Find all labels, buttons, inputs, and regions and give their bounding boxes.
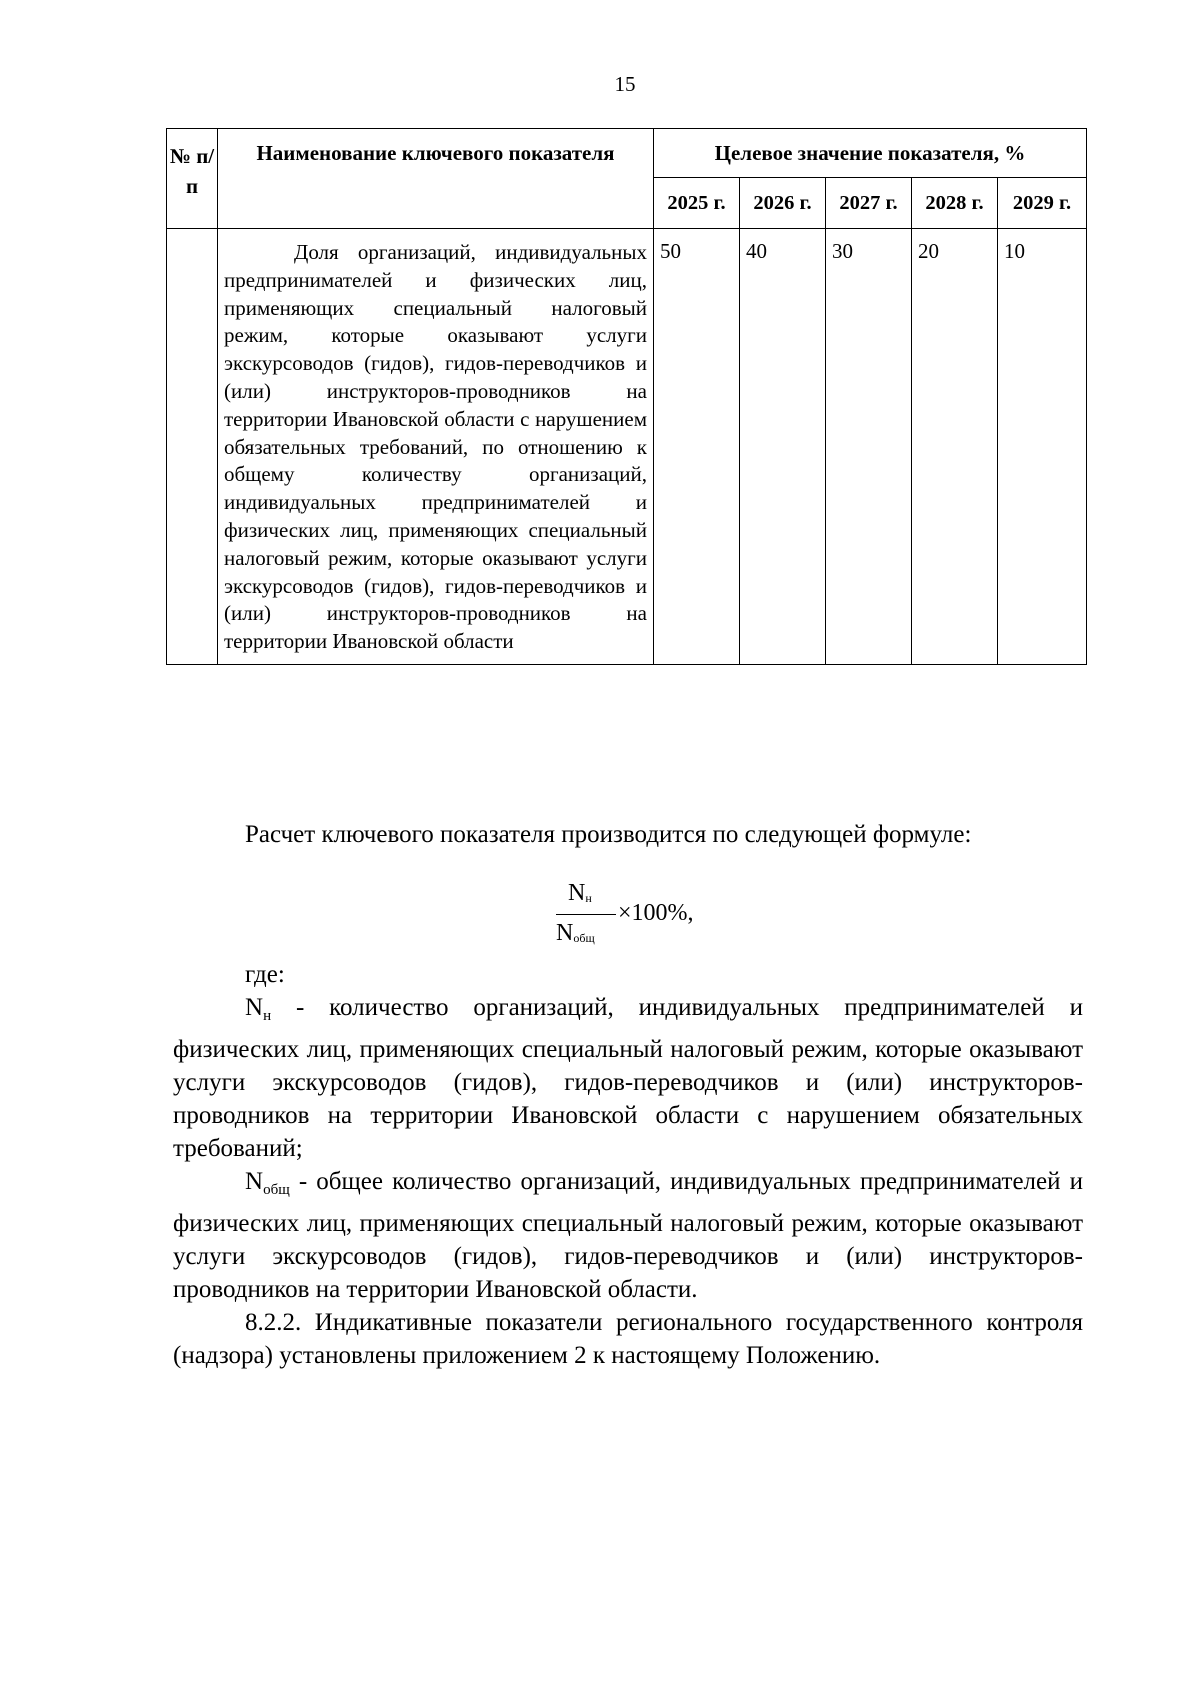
header-year: 2027 г.	[826, 178, 912, 229]
value-cell: 50	[654, 229, 740, 665]
where-label: где:	[245, 961, 285, 988]
header-year: 2028 г.	[912, 178, 998, 229]
row-number	[167, 229, 218, 665]
formula	[548, 880, 748, 960]
paragraph-8-2-2: 8.2.2. Индикативные показатели регионального государственного контроля (надзора) установлены приложением 2 к настоящему Положению.	[173, 1309, 1083, 1369]
header-target-value: Целевое значение показателя, %	[654, 129, 1087, 178]
definitions-block	[173, 958, 1083, 1372]
table-row	[167, 229, 1087, 665]
header-indicator-name: Наименование ключевого показателя	[218, 129, 654, 229]
formula-multiplier: ×100%,	[618, 900, 694, 926]
value-cell: 10	[998, 229, 1087, 665]
formula-intro	[173, 818, 1083, 851]
header-number: № п/п	[167, 129, 218, 229]
formula-denominator: Nобщ	[556, 920, 595, 946]
definition-n: $N_н$ - количество организаций, индивидуальных предпринимателей и физических лиц, применяющих специальный налоговый режим, которые оказывают услуги экскурсоводов (гидов), гидов-переводчиков и (или) инструкторов-проводников на территории Ивановской области с нарушением обязательных требований;	[173, 994, 1083, 1162]
header-year: 2025 г.	[654, 178, 740, 229]
header-year: 2026 г.	[740, 178, 826, 229]
indicator-description: Доля организаций, индивидуальных предпринимателей и физических лиц, применяющих специальный налоговый режим, которые оказывают услуги экскурсоводов (гидов), гидов-переводчиков и (или) инструкторов-проводников на территории Ивановской области с нарушением обязательных требований, по отношению к общему количеству организаций, индивидуальных предпринимателей и физических лиц, применяющих специальный налоговый режим, которые оказывают услуги экскурсоводов (гидов), гидов-переводчиков и (или) инструкторов-проводников на территории Ивановской области	[218, 229, 654, 665]
intro-text: Расчет ключевого показателя производится по следующей формуле:	[245, 821, 972, 848]
header-year: 2029 г.	[998, 178, 1087, 229]
definition-n-total: $N_{общ}$ - общее количество организаций, индивидуальных предпринимателей и физических лиц, применяющих специальный налоговый режим, которые оказывают услуги экскурсоводов (гидов), гидов-переводчиков и (или) инструкторов-проводников на территории Ивановской области.	[173, 1168, 1083, 1303]
value-cell: 40	[740, 229, 826, 665]
value-cell: 30	[826, 229, 912, 665]
key-indicator-table	[166, 128, 1087, 665]
table-header-row	[167, 129, 1087, 178]
value-cell: 20	[912, 229, 998, 665]
formula-numerator: Nн	[568, 880, 592, 906]
fraction-line	[556, 914, 616, 915]
page-number: 15	[614, 72, 636, 96]
